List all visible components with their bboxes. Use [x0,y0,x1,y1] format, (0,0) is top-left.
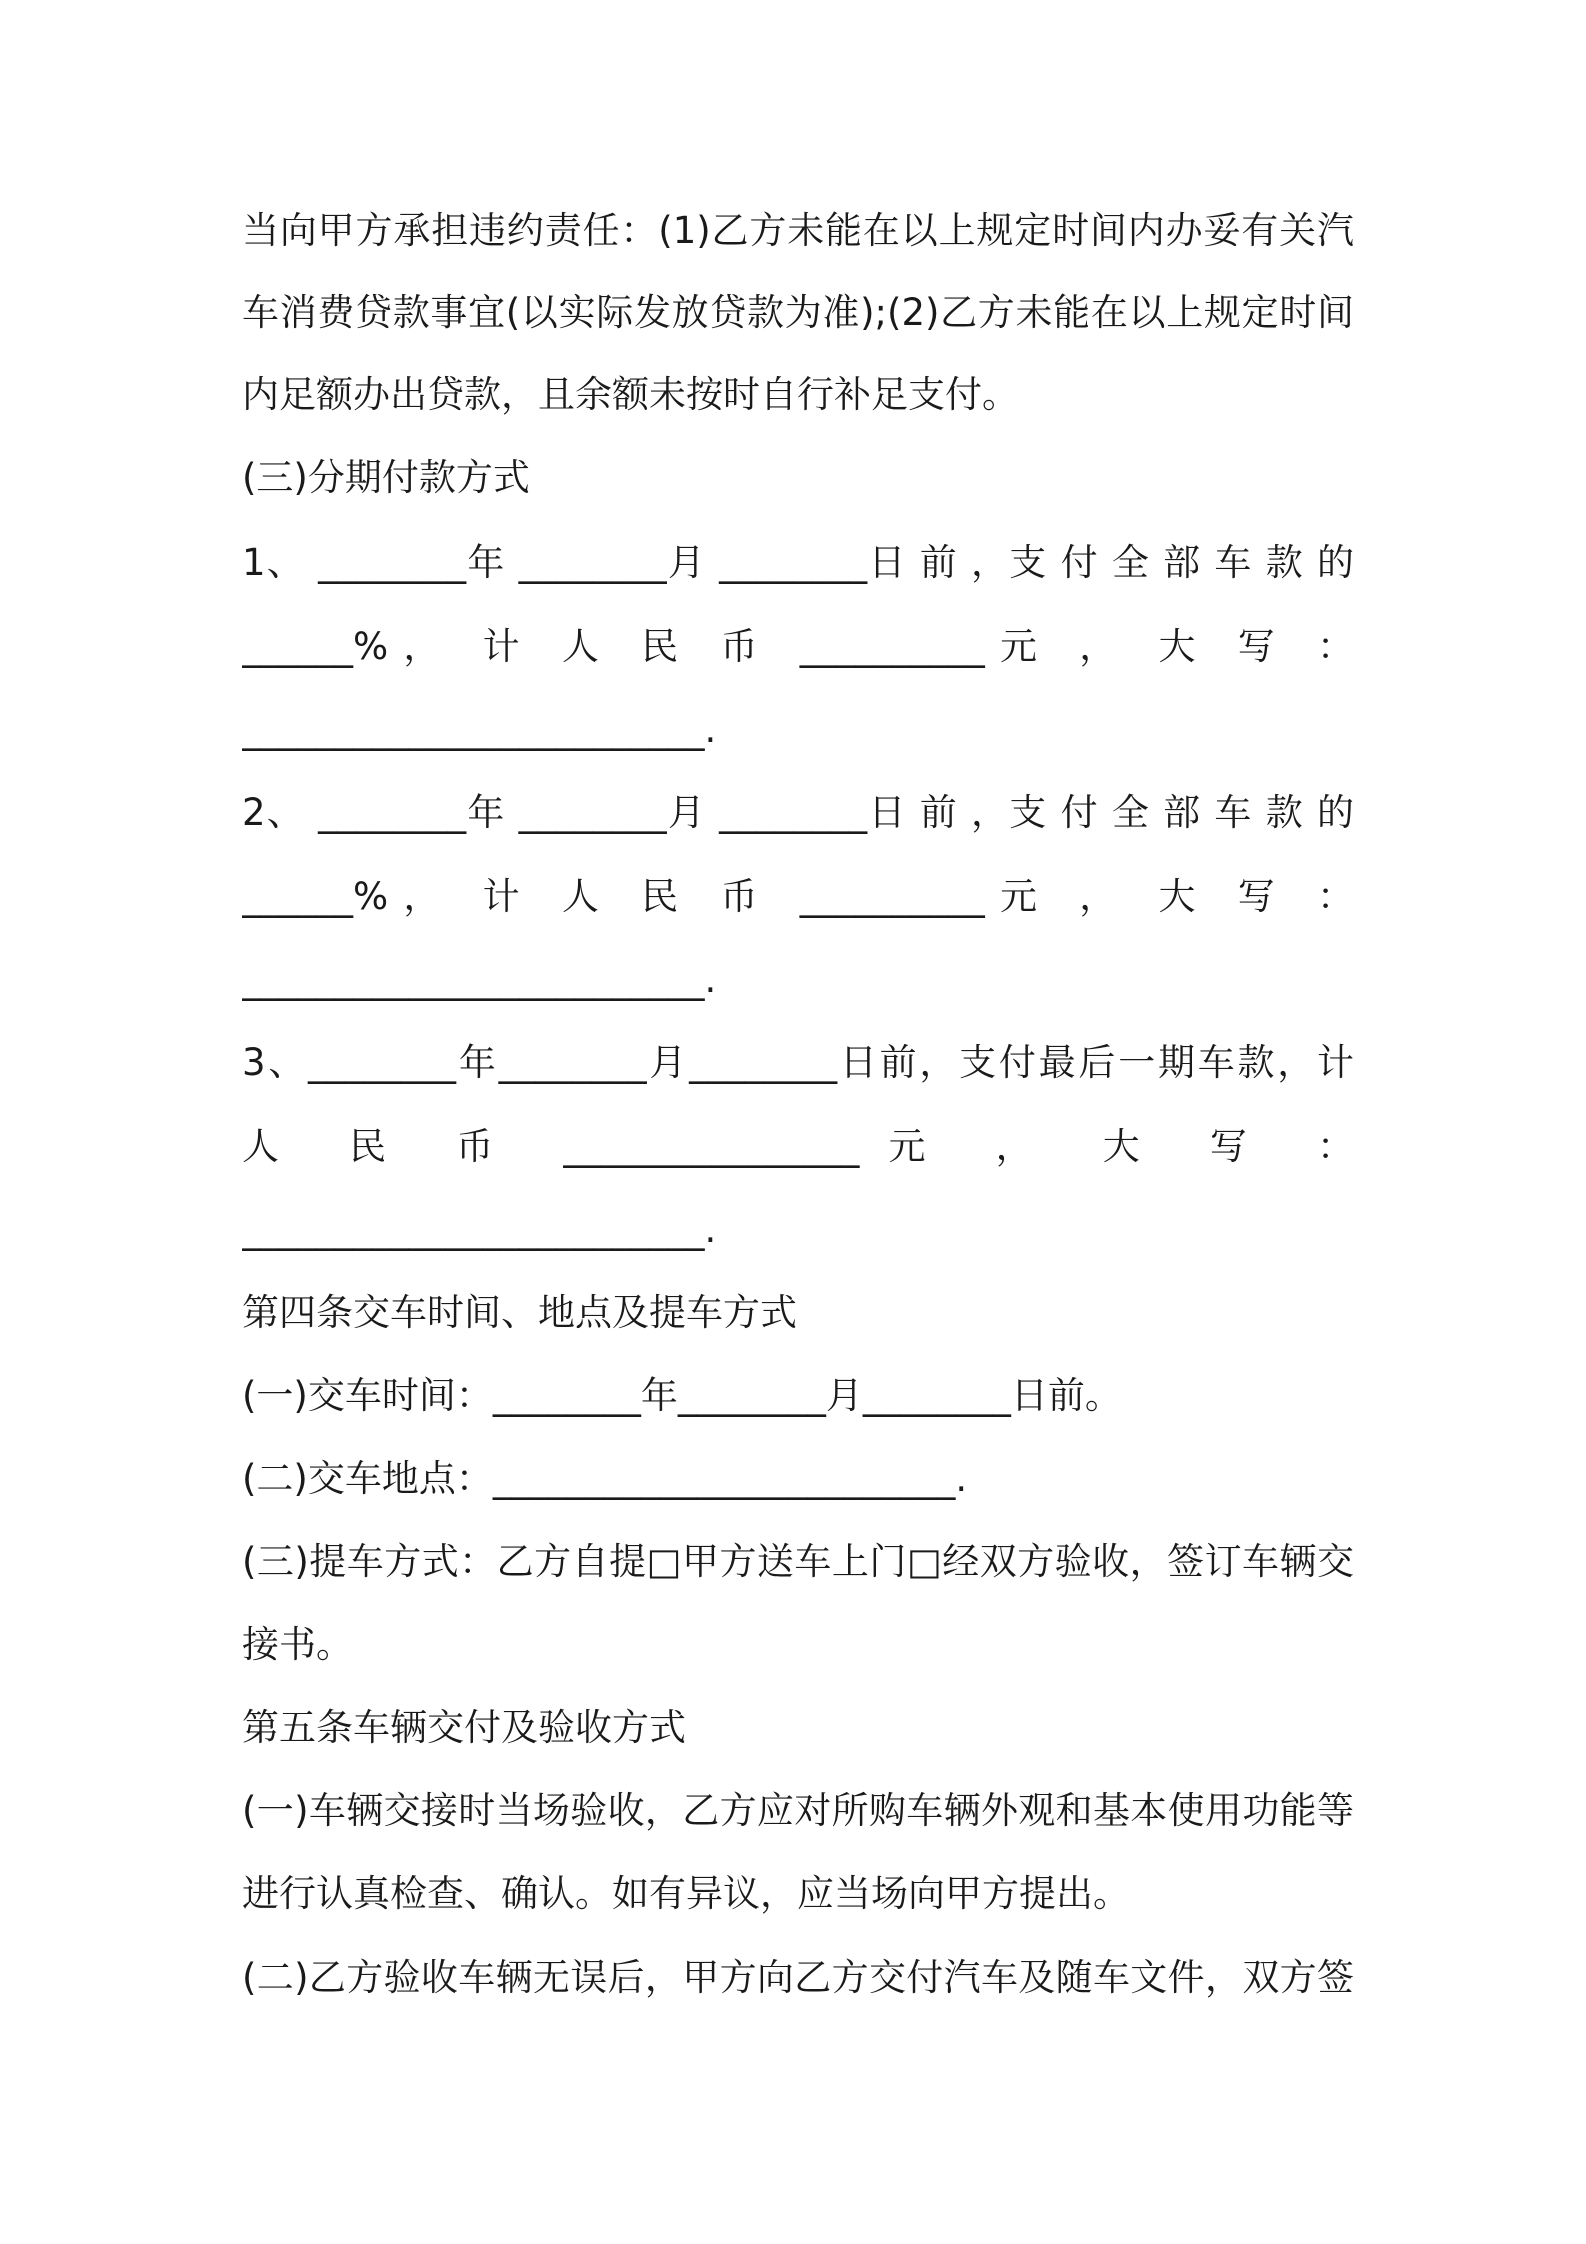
article-heading: 第五条车辆交付及验收方式 [242,1706,686,1749]
installment-line: ______%， 计 人 民 币 __________元 ， 大 写 ： [242,875,1354,918]
body-text-line: 内足额办出贷款，且余额未按时自行补足支付。 [242,373,1019,416]
article-heading: 第四条交车时间、地点及提车方式 [242,1291,797,1334]
section-heading: (三)分期付款方式 [242,456,530,499]
body-text-line: (三)提车方式：乙方自提□甲方送车上门□经双方验收，签订车辆交 [242,1540,1354,1583]
body-text-line: (一)交车时间：________年________月________日前。 [242,1374,1122,1417]
installment-line: 2、 ________年 ________月 ________日 前 ，支 付 全 部 车 款 的 [242,791,1354,834]
body-text-line: (一)车辆交接时当场验收，乙方应对所购车辆外观和基本使用功能等 [242,1789,1354,1832]
body-text-line: 接书。 [242,1623,353,1666]
body-text-line: (二)乙方验收车辆无误后，甲方向乙方交付汽车及随车文件，双方签 [242,1956,1354,1999]
body-text-line: 车消费贷款事宜(以实际发放贷款为准);(2)乙方未能在以上规定时间 [242,291,1354,334]
body-text-line: 当向甲方承担违约责任：(1)乙方未能在以上规定时间内办妥有关汽 [242,209,1354,252]
installment-line: ______%， 计 人 民 币 __________元 ， 大 写 ： [242,625,1354,668]
body-text-line: (二)交车地点：_________________________. [242,1457,968,1500]
body-text-line: 进行认真检查、确认。如有异议，应当场向甲方提出。 [242,1872,1130,1915]
blank-line: _________________________. [242,958,717,1001]
blank-line: _________________________. [242,1208,717,1251]
blank-line: _________________________. [242,708,717,751]
installment-line: 3、________年________月________日前，支付最后一期车款，计 [242,1041,1354,1084]
installment-line: 人 民 币 ________________元 ， 大 写 ： [242,1125,1354,1168]
installment-line: 1、 ________年 ________月 ________日 前 ，支 付 全 部 车 款 的 [242,541,1354,584]
